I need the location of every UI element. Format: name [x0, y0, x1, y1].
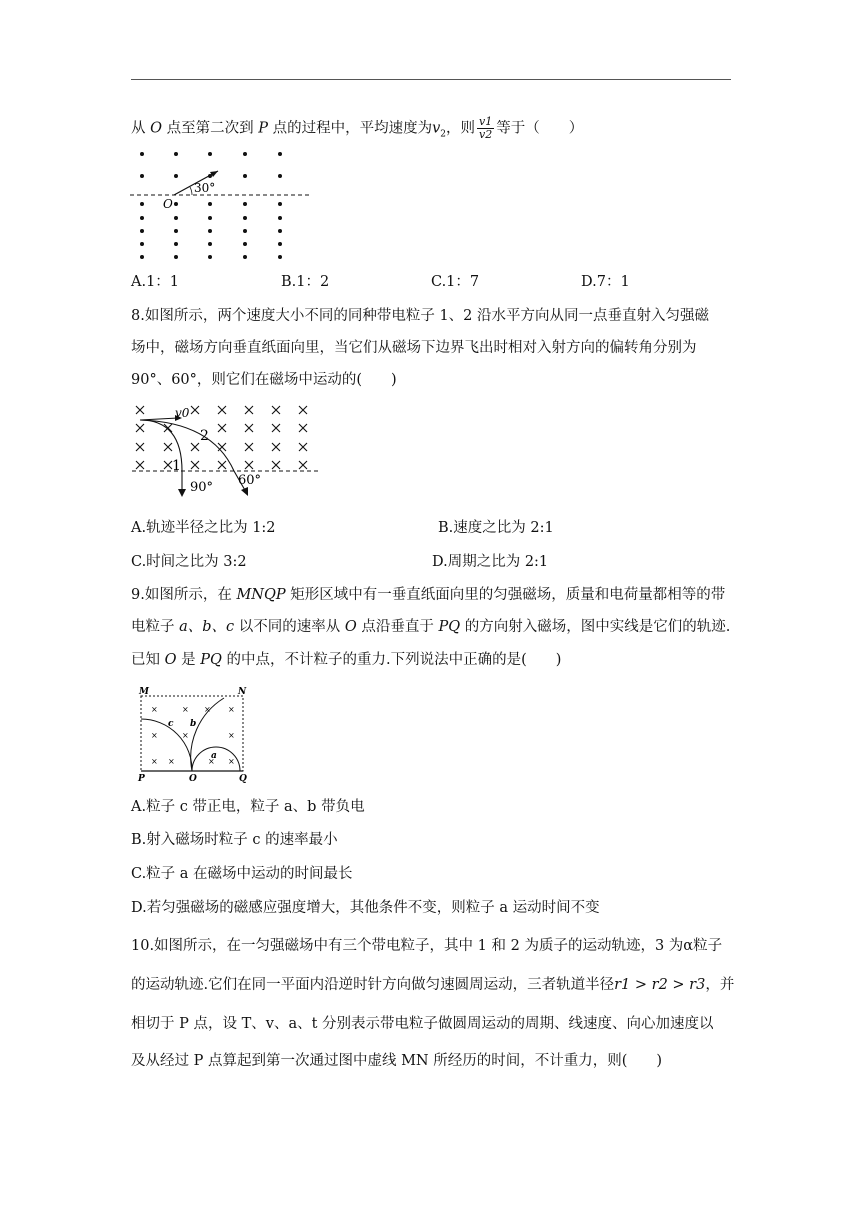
q10-stem-line2: 的运动轨迹.它们在同一平面内沿逆时针方向做匀速圆周运动，三者轨道半径r1 > r2 > r3，并: [131, 977, 735, 993]
label-q: Q: [239, 774, 247, 784]
trajectory-c: [141, 719, 192, 771]
trajectory-1: [140, 420, 182, 494]
svg-text:×: ×: [228, 757, 235, 766]
q10-stem-line1: 10.如图所示，在一匀强磁场中有三个带电粒子，其中 1 和 2 为质子的运动轨迹，3 为α粒子: [131, 938, 723, 954]
particle-2-label: 2: [200, 428, 209, 444]
angle-90-label: 90°: [190, 480, 214, 495]
svg-text:×: ×: [228, 731, 235, 740]
q9-option-d[interactable]: D.若匀强磁场的磁感应强度增大，其他条件不变，则粒子 a 运动时间不变: [131, 900, 600, 916]
q8-figure: [130, 398, 330, 498]
q9-option-b[interactable]: B.射入磁场时粒子 c 的速率最小: [131, 832, 338, 848]
svg-text:×: ×: [168, 757, 175, 766]
trajectory-1-arrow-icon: [178, 489, 186, 497]
q9-stem-line1: 9.如图所示，在 MNQP 矩形区域中有一垂直纸面向里的匀强磁场，质量和电荷量都相等的带: [131, 587, 726, 603]
q9-stem-line2: 电粒子 a、b、c 以不同的速率从 O 点沿垂直于 PQ 的方向射入磁场，图中实线是它们的轨迹.: [131, 619, 731, 635]
q9-option-c[interactable]: C.粒子 a 在磁场中运动的时间最长: [131, 866, 353, 882]
svg-text:×: ×: [151, 705, 158, 714]
q7-option-c[interactable]: C.1：7: [431, 274, 480, 290]
ratio-fraction: $\frac{v1}{v2}$: [479, 115, 493, 141]
q8-option-c[interactable]: C.时间之比为 3:2: [131, 554, 247, 570]
q9-figure: [134, 686, 264, 786]
field-crosses: [136, 406, 307, 469]
field-dots: [140, 152, 282, 259]
svg-text:×: ×: [151, 731, 158, 740]
q7-figure: [130, 146, 310, 264]
header-rule: [131, 79, 731, 80]
v0-label: v0: [175, 406, 190, 420]
angle-label: 30°: [194, 181, 216, 195]
radius-inequality: r1 > r2 > r3: [614, 977, 706, 993]
label-c: c: [168, 719, 174, 729]
field-crosses: [151, 705, 235, 766]
svg-text:×: ×: [204, 705, 211, 714]
angle-60-label: 60°: [238, 473, 262, 488]
label-p: P: [138, 774, 145, 784]
q8-option-a[interactable]: A.轨迹半径之比为 1:2: [131, 520, 276, 536]
angle-arc: [190, 187, 192, 195]
svg-text:×: ×: [151, 757, 158, 766]
q7-option-b[interactable]: B.1：2: [281, 274, 330, 290]
particle-1-label: 1: [172, 458, 181, 474]
q7-option-d[interactable]: D.7：1: [581, 274, 630, 290]
q8-stem-line1: 8.如图所示，两个速度大小不同的同种带电粒子 1、2 沿水平方向从同一点垂直射入匀强磁: [131, 308, 709, 324]
label-m: M: [139, 687, 149, 697]
q9-stem-line3: 已知 O 是 PQ 的中点，不计粒子的重力.下列说法中正确的是( ): [131, 652, 562, 668]
svg-text:×: ×: [228, 705, 235, 714]
svg-text:×: ×: [182, 705, 189, 714]
svg-text:×: ×: [208, 757, 215, 766]
label-n: N: [238, 687, 247, 697]
q8-option-d[interactable]: D.周期之比为 2:1: [432, 554, 549, 570]
q7-option-a[interactable]: A.1：1: [131, 274, 180, 290]
label-b: b: [190, 719, 197, 729]
q9-option-a[interactable]: A.粒子 c 带正电，粒子 a、b 带负电: [131, 799, 365, 815]
q8-option-b[interactable]: B.速度之比为 2:1: [438, 520, 554, 536]
q10-stem-line4: 及从经过 P 点算起到第一次通过图中虚线 MN 所经历的时间，不计重力，则( ): [131, 1053, 663, 1069]
origin-label: O: [163, 197, 173, 211]
label-a: a: [211, 751, 217, 761]
svg-text:×: ×: [182, 731, 189, 740]
q8-stem-line2: 场中，磁场方向垂直纸面向里，当它们从磁场下边界飞出时相对入射方向的偏转角分别为: [131, 340, 697, 356]
q7-stem: 从 O 点至第二次到 P 点的过程中，平均速度为$v_2$，则 $\frac{v1}{v2}$ 等于（ ）: [131, 115, 584, 141]
q8-stem-line3: 90°、60°，则它们在磁场中运动的( ): [131, 372, 397, 388]
q10-stem-line3: 相切于 P 点，设 T、v、a、t 分别表示带电粒子做圆周运动的周期、线速度、向心加速度以: [131, 1016, 714, 1032]
label-o: O: [189, 774, 197, 784]
